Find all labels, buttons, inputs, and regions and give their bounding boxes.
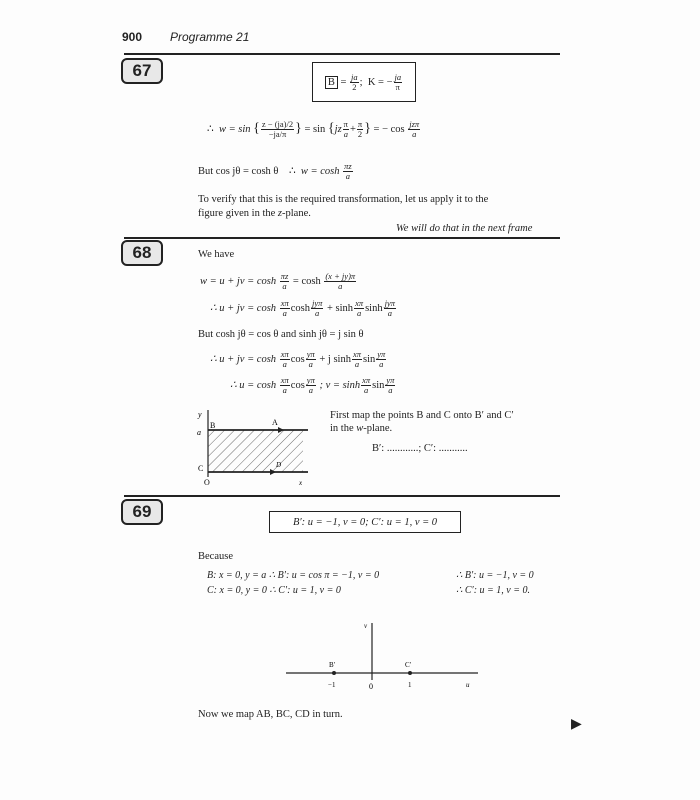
- x-label: x: [299, 479, 303, 487]
- k-fraction: $\frac{ja}{\pi}$: [394, 71, 402, 92]
- frame-69-row-1-right: ∴ B′: u = −1, v = 0: [456, 570, 534, 581]
- y-label: y: [198, 410, 202, 419]
- frame-68-tab: 68: [121, 240, 163, 266]
- frame-69-row-2-right: ∴ C′: u = 1, v = 0.: [456, 585, 530, 596]
- k-label: K = −: [367, 76, 393, 88]
- c-prime-label: C′: [405, 661, 412, 669]
- origin-label: 0: [369, 682, 373, 691]
- frame-67-equation-2: But cos jθ = cosh θ ∴ w = cosh $\frac{\pi z}{a}$: [198, 161, 352, 181]
- frame-69-now-text: Now we map AB, BC, CD in turn.: [198, 709, 343, 720]
- frame-68-equation-3: ∴ u + jv = cosh $\frac{x\pi}{a}$ cos $\frac{y\pi}{a}$ + j sinh $\frac{x\pi}{a}$ sin $\frac{y\pi}{a}$: [210, 349, 386, 369]
- b-prime-point: [332, 671, 336, 675]
- frame-68-equation-2: ∴ u + jv = cosh $\frac{x\pi}{a}$ cosh $\frac{\text{jyπ}}{a}$ + sinh $\frac{x\pi}{a}$ sinh $\frac{\text{jyπ}}{a}$: [210, 298, 396, 318]
- page-number: 900: [122, 30, 143, 44]
- frame-67-verify-text: To verify that this is the required transformation, let us apply it to the: [198, 194, 489, 205]
- frame-67-next-note: We will do that in the next frame: [396, 223, 533, 234]
- frame-69-boxed-answer: B′: u = −1, v = 0; C′: u = 1, v = 0: [269, 511, 461, 533]
- frame-68-but-identity: But cosh jθ = cos θ and sinh jθ = j sin θ: [198, 329, 364, 340]
- b-prime-label: B′: [329, 661, 336, 669]
- frame-69-row-1-left: B: x = 0, y = a ∴ B′: u = cos π = −1, v = 0: [207, 570, 380, 581]
- b-bar-symbol: B: [325, 76, 338, 89]
- tick-one: 1: [408, 681, 412, 689]
- next-page-arrow-icon[interactable]: ▶: [571, 716, 582, 732]
- c-point-label: C: [198, 464, 204, 473]
- z-plane-figure: [190, 405, 315, 487]
- a-point-label: A: [272, 418, 278, 427]
- b-point-label: B: [210, 421, 216, 430]
- frame-67-verify-text-2: figure given in the z-plane.: [198, 208, 311, 219]
- frame-69-tab: 69: [121, 499, 163, 525]
- frame-67-tab: 67: [121, 58, 163, 84]
- programme-title: Programme 21: [170, 30, 250, 44]
- w-plane-figure: [282, 615, 482, 695]
- frame-68-equation-4: ∴ u = cosh $\frac{x\pi}{a}$ cos $\frac{y\pi}{a}$ ; v = sinh $\frac{x\pi}{a}$ sin $\frac{y\pi}{a}$: [230, 375, 395, 395]
- tick-minus-one: −1: [328, 681, 336, 689]
- b-fraction: $\frac{ja}{2}$: [351, 71, 358, 92]
- hatched-strip: [208, 430, 303, 472]
- frame-68-instruction-2: in the w-plane.: [330, 423, 393, 434]
- frame-68-answer-prompt: B′: ............; C′: ...........: [372, 443, 468, 454]
- d-point-label: D: [276, 461, 282, 469]
- frame-68-instruction-1: First map the points B and C onto B′ and C′: [330, 410, 514, 421]
- frame-69-row-2-left: C: x = 0, y = 0 ∴ C′: u = 1, v = 0: [207, 585, 341, 596]
- v-label: v: [364, 622, 368, 630]
- frame-67-boxed-equation: B = $\frac{ja}{2}$ ; K = − $\frac{ja}{\pi}$: [312, 62, 416, 102]
- c-prime-point: [408, 671, 412, 675]
- frame-67-equation-1: ∴ w = sin { $\frac{z - (ja)/2}{-ja/\pi}$ } = sin {jz $\frac{\pi}{a}$ + $\frac{\pi}{2}$ } = − cos $\frac{\text{jzπ}}{a}$: [207, 119, 420, 139]
- frame-69-rule: [124, 495, 560, 497]
- a-label: a: [197, 428, 201, 437]
- frame-68-rule: [124, 237, 560, 239]
- u-label: u: [466, 681, 470, 689]
- frame-69-because: Because: [198, 551, 233, 562]
- frame-67-rule: [124, 53, 560, 55]
- o-label: O: [204, 478, 210, 487]
- frame-68-we-have: We have: [198, 249, 235, 260]
- frame-68-equation-1: w = u + jv = cosh $\frac{\pi z}{a}$ = cosh $\frac{(x + jy)\pi}{a}$: [200, 271, 356, 291]
